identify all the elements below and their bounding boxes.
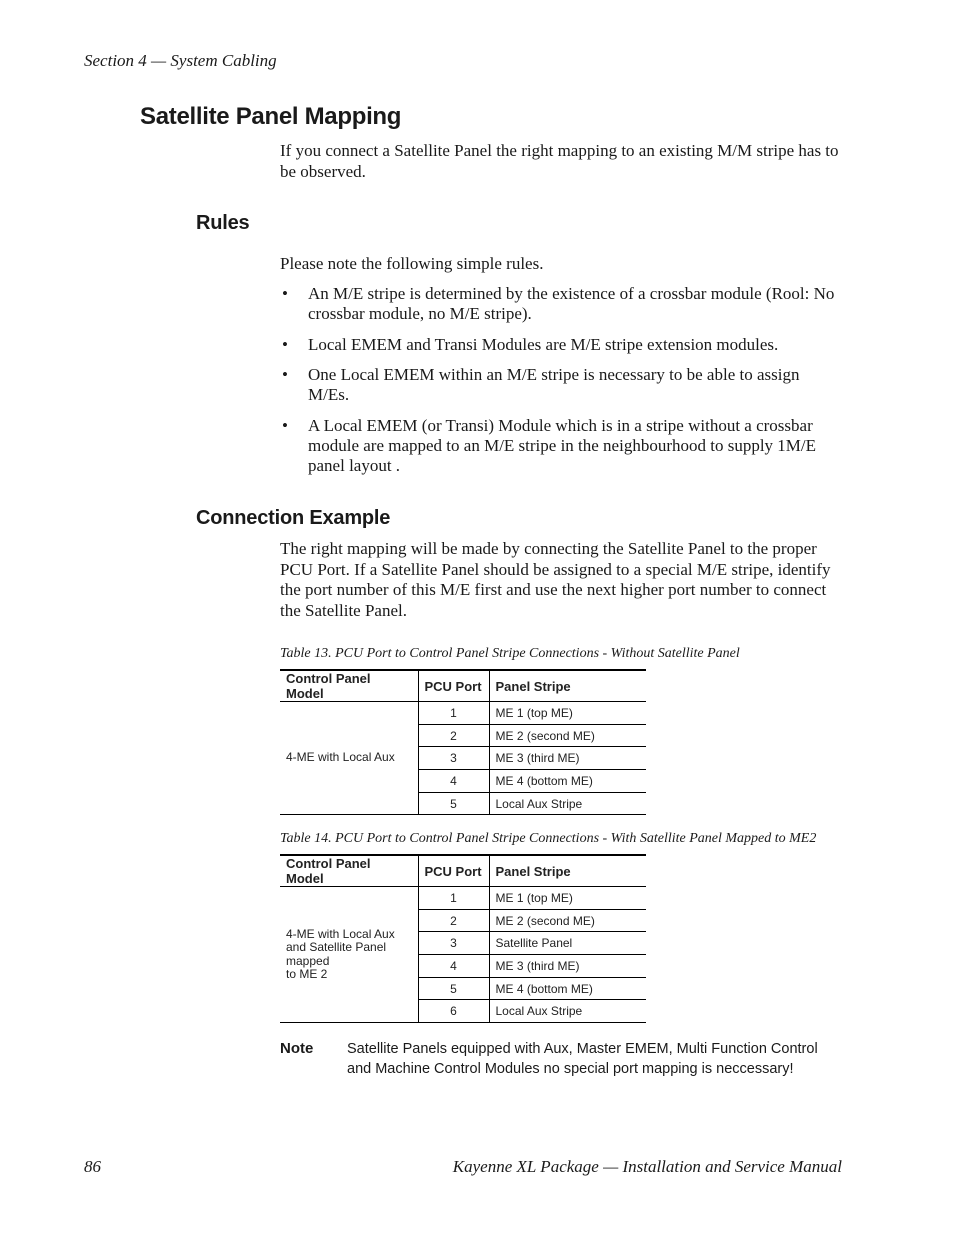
- section-title: Satellite Panel Mapping: [140, 103, 402, 130]
- model-cell: 4-ME with Local Aux: [280, 702, 418, 815]
- note-text: Satellite Panels equipped with Aux, Master EMEM, Multi Function Control and Machine Control Modules no special port mapping is neccessary!: [347, 1041, 818, 1077]
- stripe-cell: ME 2 (second ME): [489, 909, 646, 932]
- footer-title: Kayenne XL Package — Installation and Service Manual: [452, 1157, 842, 1176]
- rules-lead: Please note the following simple rules.: [280, 254, 544, 273]
- port-cell: 1: [418, 702, 489, 725]
- column-header: Panel Stripe: [489, 855, 646, 887]
- column-header: PCU Port: [418, 855, 489, 887]
- intro-paragraph: If you connect a Satellite Panel the right mapping to an existing M/M stripe has to be observed.: [280, 141, 839, 181]
- model-line: 4-ME with Local Aux: [286, 926, 395, 941]
- model-cell: [280, 887, 418, 1023]
- stripe-cell: ME 4 (bottom ME): [489, 770, 646, 793]
- port-cell: 4: [418, 770, 489, 793]
- bullet-glyph: •: [282, 334, 288, 354]
- rule-text: An M/E stripe is determined by the existence of a crossbar module (Rool: No crossbar module, no M/E stripe).: [308, 284, 835, 323]
- running-head: Section 4 — System Cabling: [84, 51, 277, 70]
- rule-text: Local EMEM and Transi Modules are M/E stripe extension modules.: [308, 334, 779, 354]
- column-header: Control Panel Model: [280, 855, 418, 887]
- column-header: Control Panel Model: [280, 670, 418, 702]
- rules-heading: Rules: [196, 212, 250, 234]
- connection-heading: Connection Example: [196, 507, 391, 529]
- list-item: [280, 284, 842, 324]
- stripe-cell: ME 1 (top ME): [489, 887, 646, 910]
- stripe-cell: ME 4 (bottom ME): [489, 977, 646, 1000]
- port-cell: 1: [418, 887, 489, 910]
- bullet-glyph: •: [282, 365, 288, 384]
- rules-list: [280, 284, 842, 486]
- model-line: and Satellite Panel mapped: [286, 940, 387, 968]
- port-cell: 2: [418, 724, 489, 747]
- port-cell: 2: [418, 909, 489, 932]
- table-14-caption: Table 14. PCU Port to Control Panel Stripe Connections - With Satellite Panel Mapped to ME2: [280, 831, 817, 846]
- page-number: 86: [84, 1157, 101, 1176]
- port-cell: 5: [418, 792, 489, 815]
- list-item: [280, 335, 842, 355]
- port-cell: 3: [418, 932, 489, 955]
- table-row: [280, 887, 646, 910]
- note-label: Note: [280, 1040, 314, 1057]
- stripe-cell: ME 3 (third ME): [489, 747, 646, 770]
- connection-paragraph: The right mapping will be made by connecting the Satellite Panel to the proper PCU Port. If a Satellite Panel should be assigned to a special M/E stripe, identify the port number of this M/E first and use the next higher port number to connect the Satellite Panel.: [280, 539, 831, 620]
- table-13-caption: Table 13. PCU Port to Control Panel Stripe Connections - Without Satellite Panel: [280, 646, 740, 661]
- port-cell: 6: [418, 1000, 489, 1023]
- column-header: PCU Port: [418, 670, 489, 702]
- column-header: Panel Stripe: [489, 670, 646, 702]
- table-13: [280, 669, 646, 815]
- table-14: [280, 854, 646, 1023]
- list-item: [280, 416, 842, 476]
- stripe-cell: Local Aux Stripe: [489, 1000, 646, 1023]
- stripe-cell: ME 3 (third ME): [489, 955, 646, 978]
- port-cell: 3: [418, 747, 489, 770]
- model-line: to ME 2: [286, 967, 328, 982]
- table-row: [280, 702, 646, 725]
- bullet-glyph: •: [282, 415, 288, 435]
- stripe-cell: Satellite Panel: [489, 932, 646, 955]
- stripe-cell: ME 1 (top ME): [489, 702, 646, 725]
- port-cell: 4: [418, 955, 489, 978]
- stripe-cell: Local Aux Stripe: [489, 792, 646, 815]
- rule-text: A Local EMEM (or Transi) Module which is in a stripe without a crossbar module are mapped to an M/E stripe in the neighbourhood to supply 1M/E panel layout .: [308, 415, 817, 475]
- rule-text: One Local EMEM within an M/E stripe is necessary to be able to assign M/Es.: [308, 365, 800, 404]
- bullet-glyph: •: [282, 284, 288, 303]
- stripe-cell: ME 2 (second ME): [489, 724, 646, 747]
- port-cell: 5: [418, 977, 489, 1000]
- list-item: [280, 365, 842, 405]
